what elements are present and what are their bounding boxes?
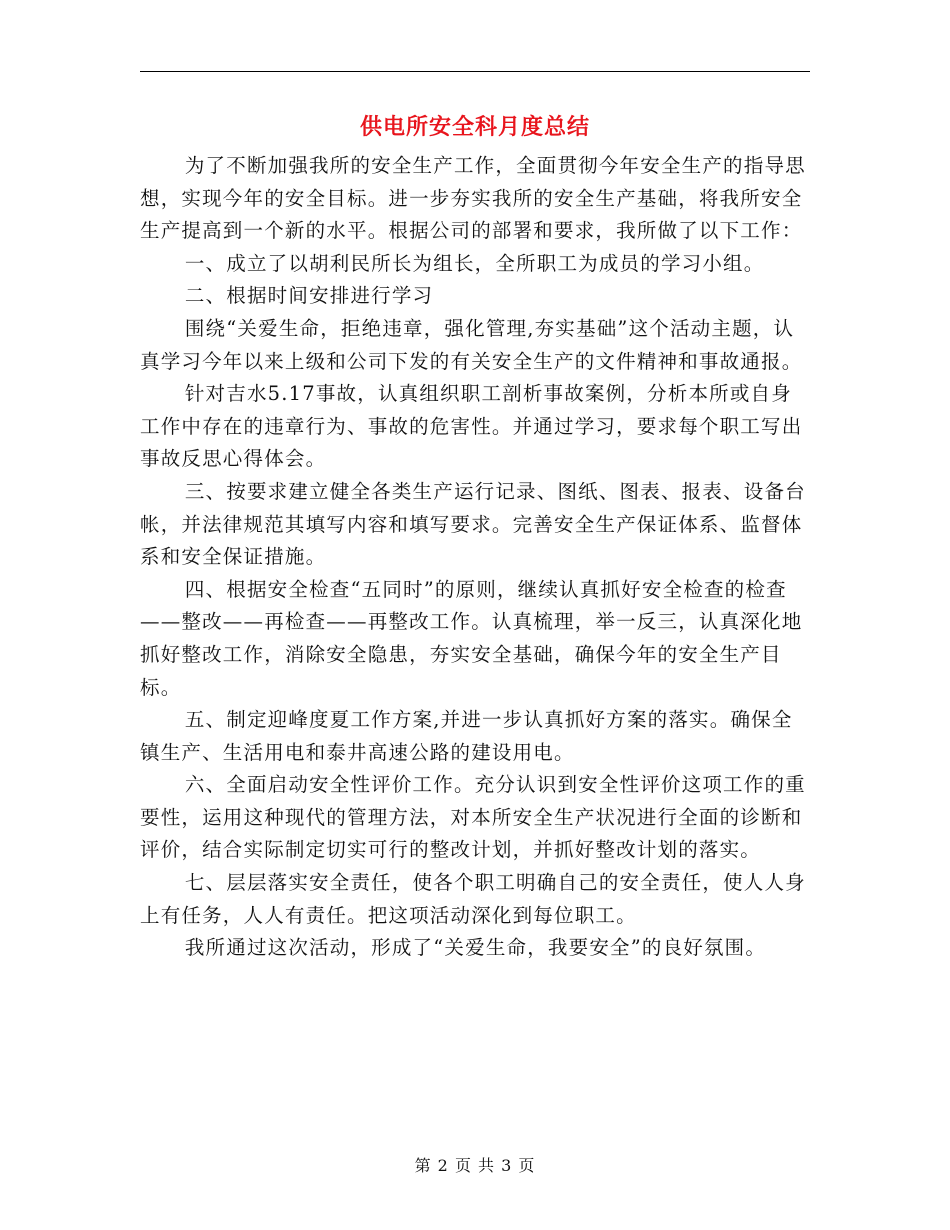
header-rule bbox=[140, 71, 810, 72]
page-number-footer bbox=[0, 1153, 950, 1176]
document-body bbox=[140, 150, 810, 965]
page-number-label: 第 2 页 共 3 页 bbox=[414, 1156, 536, 1175]
paragraph-item-4: 四、根据安全检查“五同时”的原则，继续认真抓好安全检查的检查——整改——再检查——再整改工作。认真梳理，举一反三，认真深化地抓好整改工作，消除安全隐患，夯实安全基础，确保今年的安全生产目标。 bbox=[140, 577, 803, 699]
document-title: 供电所安全科月度总结 bbox=[359, 114, 590, 140]
paragraph-intro: 为了不断加强我所的安全生产工作，全面贯彻今年安全生产的指导思想，实现今年的安全目标。进一步夯实我所的安全生产基础，将我所安全生产提高到一个新的水平。根据公司的部署和要求，我所做了以下工作： bbox=[140, 154, 806, 243]
paragraph-item-3: 三、按要求建立健全各类生产运行记录、图纸、图表、报表、设备台帐，并法律规范其填写内容和填写要求。完善安全生产保证体系、监督体系和安全保证措施。 bbox=[140, 479, 806, 569]
paragraph-item-7: 七、层层落实安全责任，使各个职工明确自己的安全责任，使人人身上有任务，人人有责任。把这项活动深化到每位职工。 bbox=[140, 871, 806, 927]
paragraph-item-1: 一、成立了以胡利民所长为组长，全所职工为成员的学习小组。 bbox=[184, 251, 765, 275]
paragraph-item-5: 五、制定迎峰度夏工作方案,并进一步认真抓好方案的落实。确保全镇生产、生活用电和泰井高速公路的建设用电。 bbox=[140, 708, 793, 764]
paragraph-item-6: 六、全面启动安全性评价工作。充分认识到安全性评价这项工作的重要性，运用这种现代的管理方法，对本所安全生产状况进行全面的诊断和评价，结合实际制定切实可行的整改计划，并抓好整改计划的落实。 bbox=[140, 773, 806, 862]
paragraph-accident: 针对吉水5.17事故，认真组织职工剖析事故案例，分析本所或自身工作中存在的违章行为、事故的危害性。并通过学习，要求每个职工写出事故反思心得体会。 bbox=[140, 382, 803, 471]
paragraph-item-2: 二、根据时间安排进行学习 bbox=[184, 284, 434, 308]
paragraph-theme: 围绕“关爱生命，拒绝违章，强化管理,夯实基础”这个活动主题，认真学习今年以来上级和公司下发的有关安全生产的文件精神和事故通报。 bbox=[140, 316, 803, 373]
paragraph-conclusion: 我所通过这次活动，形成了“关爱生命，我要安全”的良好氛围。 bbox=[184, 936, 767, 960]
